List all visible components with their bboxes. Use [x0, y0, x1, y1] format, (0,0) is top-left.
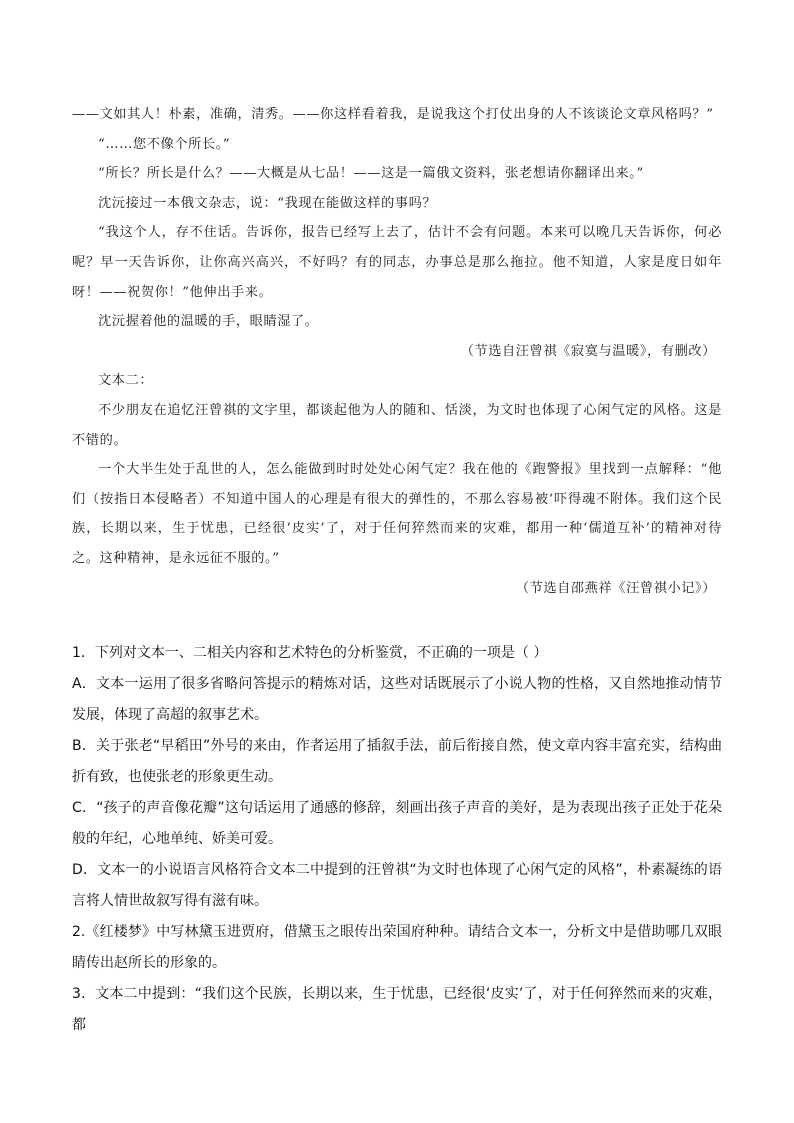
question-1-option-c: C．“孩子的声音像花瓣”这句话运用了通感的修辞，刻画出孩子声音的美好，是为表现出孩子正处于花朵般的年纪，心地单纯、娇美可爱。: [72, 800, 722, 847]
question-1: 1．下列对文本一、二相关内容和艺术特色的分析鉴赏，不正确的一项是（ ）: [72, 645, 548, 661]
question-section: [72, 638, 722, 1041]
passage-paragraph: “我这个人，存不住话。告诉你，报告已经写上去了，估计不会有问题。本来可以晚几天告诉你，何必呢？早一天告诉你，让你高兴高兴，不好吗？有的同志，办事总是那么拖拉。他不知道，人家是度日如年呀！——祝贺你！”他伸出手来。: [72, 225, 722, 300]
passage-paragraph: ——文如其人！朴素，准确，清秀。——你这样看着我，是说我这个打仗出身的人不该谈论文章风格吗？”: [72, 107, 714, 122]
passage-paragraph: 不少朋友在追忆汪曾祺的文字里，都谈起他为人的随和、恬淡，为文时也体现了心闲气定的风格。这是不错的。: [72, 402, 722, 448]
reading-passage: [72, 100, 722, 603]
text-two-label: 文本二：: [98, 373, 154, 389]
passage-paragraph: “……您不像个所长。”: [98, 136, 231, 152]
source-citation-1: （节选自汪曾祺《寂寞与温暖》，有删改）: [460, 343, 716, 359]
passage-paragraph: 沈沅握着他的温暖的手，眼睛湿了。: [98, 314, 319, 330]
source-citation-2: （节选自邵燕祥《汪曾祺小记》）: [515, 580, 716, 596]
question-2: 2.《红楼梦》中写林黛玉进贾府，借黛玉之眼传出荣国府种种。请结合文本一，分析文中是借助哪几双眼睛传出赵所长的形象的。: [72, 924, 722, 971]
question-1-option-a: A．文本一运用了很多省略问答提示的精炼对话，这些对话既展示了小说人物的性格，又自然地推动情节发展，体现了高超的叙事艺术。: [72, 676, 722, 723]
question-1-option-d: D．文本一的小说语言风格符合文本二中提到的汪曾祺“为文时也体现了心闲气定的风格”，朴素凝练的语言将人情世故叙写得有滋有味。: [72, 862, 722, 909]
passage-paragraph: “所长？所长是什么？——大概是从七品！——这是一篇俄文资料，张老想请你翻译出来。”: [98, 166, 644, 182]
passage-paragraph: 一个大半生处于乱世的人，怎么能做到时时处处心闲气定？我在他的《跑警报》里找到一点解释：“他们（按指日本侵略者）不知道中国人的心理是有很大的弹性的，不那么容易被‘吓得魂不附体。我们这个民族，长期以来，生于忧患，已经很‘皮实’了，对于任何猝然而来的灾难，都用一种‘儒道互补’的精神对待之。这种精神，是永远征不服的。”: [72, 462, 722, 566]
passage-paragraph: 沈沅接过一本俄文杂志，说：“我现在能做这样的事吗？: [98, 195, 437, 211]
question-1-option-b: B．关于张老“早稻田”外号的来由，作者运用了插叙手法，前后衔接自然，使文章内容丰富充实，结构曲折有致，也使张老的形象更生动。: [72, 738, 722, 785]
question-3: 3．文本二中提到：“我们这个民族，长期以来，生于忧患，已经很‘皮实’了，对于任何猝然而来的灾难，都: [72, 986, 722, 1033]
